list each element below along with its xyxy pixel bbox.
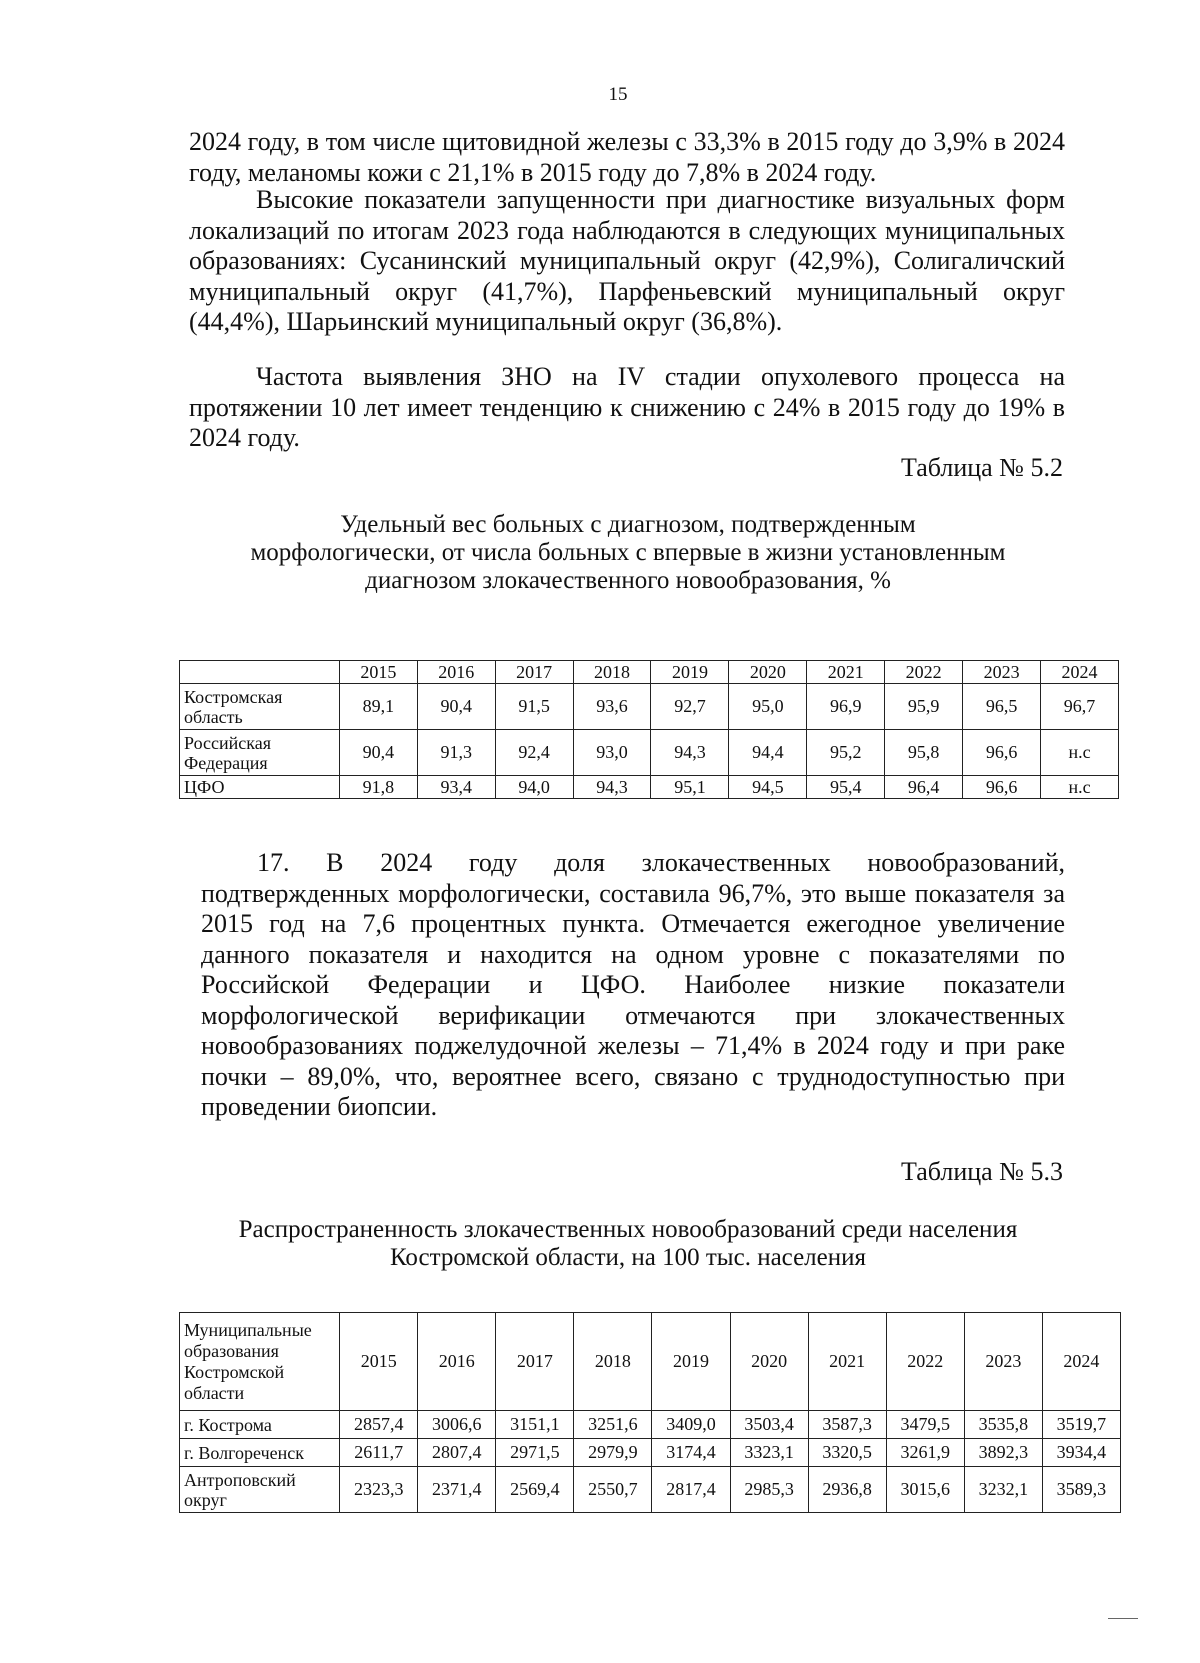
table-cell: 3535,8 — [964, 1411, 1042, 1439]
table-cell: н.с — [1041, 776, 1119, 799]
table-cell: 91,5 — [495, 684, 573, 730]
table-header-row — [180, 661, 1119, 684]
table-cell: 3409,0 — [652, 1411, 730, 1439]
paragraph-17-morphological-verification: 17. В 2024 году доля злокачественных новообразований, подтвержденных морфологически, составила 96,7%, это выше показателя за 2015 год на 7,6 процентных пункта. Отмечается ежегодное увеличение данного показателя и находится на одном уровне с показателями по Российской Федерации и ЦФО. Наиболее низкие показатели морфологической верификации отмечаются при злокачественных новообразованиях поджелудочной железы – 71,4% в 2024 году и при раке почки – 89,0%, что, вероятнее всего, связано с труднодоступностью при проведении биопсии. — [201, 848, 1065, 1121]
table-cell: 94,4 — [729, 730, 807, 776]
table-cell: 95,2 — [807, 730, 885, 776]
table-cell: 95,8 — [885, 730, 963, 776]
table-5-2-title — [190, 511, 1066, 595]
year-header: 2017 — [496, 1313, 574, 1411]
table-cell: 3320,5 — [808, 1439, 886, 1467]
table-cell: 3174,4 — [652, 1439, 730, 1467]
table-header-empty — [180, 661, 340, 684]
row-name: ЦФО — [180, 776, 340, 799]
table-cell: 3503,4 — [730, 1411, 808, 1439]
year-header: 2021 — [807, 661, 885, 684]
table-cell: 2857,4 — [340, 1411, 418, 1439]
year-header: 2018 — [574, 1313, 652, 1411]
paragraph-stage-iv-frequency: Частота выявления ЗНО на IV стадии опухолевого процесса на протяжении 10 лет имеет тенденцию к снижению с 24% в 2015 году до 19% в 2024 году. — [189, 362, 1065, 452]
table-5-2-title-line: диагнозом злокачественного новообразования, % — [365, 567, 891, 594]
year-header: 2019 — [651, 661, 729, 684]
table-cell: 3261,9 — [886, 1439, 964, 1467]
table-cell: 3587,3 — [808, 1411, 886, 1439]
table-cell: 95,0 — [729, 684, 807, 730]
year-header: 2020 — [729, 661, 807, 684]
table-cell: 94,3 — [651, 730, 729, 776]
year-header: 2024 — [1041, 661, 1119, 684]
table-row — [180, 1439, 1121, 1467]
table-cell: 90,4 — [339, 730, 417, 776]
table-cell: 2936,8 — [808, 1467, 886, 1513]
table-5-3-title — [180, 1216, 1076, 1272]
table-cell: 2985,3 — [730, 1467, 808, 1513]
paragraph-thyroid-melanoma: 2024 году, в том числе щитовидной железы с 33,3% в 2015 году до 3,9% в 2024 году, меланомы кожи с 21,1% в 2015 году до 7,8% в 2024 году. — [189, 127, 1065, 187]
table-cell: 2569,4 — [496, 1467, 574, 1513]
year-header: 2015 — [339, 661, 417, 684]
table-row — [180, 1411, 1121, 1439]
year-header: 2022 — [885, 661, 963, 684]
table-5-2-title-line: Удельный вес больных с диагнозом, подтвержденным — [340, 511, 916, 538]
table-cell: 93,0 — [573, 730, 651, 776]
table-cell: 96,4 — [885, 776, 963, 799]
table-cell: 2817,4 — [652, 1467, 730, 1513]
table-cell: 89,1 — [339, 684, 417, 730]
table-cell: 95,1 — [651, 776, 729, 799]
table-cell: 91,3 — [417, 730, 495, 776]
table-5-3-prevalence — [179, 1312, 1121, 1513]
table-cell: 2971,5 — [496, 1439, 574, 1467]
row-name: Костромская область — [180, 684, 340, 730]
year-header: 2018 — [573, 661, 651, 684]
table-cell: 2979,9 — [574, 1439, 652, 1467]
year-header: 2022 — [886, 1313, 964, 1411]
table-cell: 91,8 — [339, 776, 417, 799]
table-cell: 3519,7 — [1042, 1411, 1120, 1439]
table-row — [180, 1467, 1121, 1513]
table-cell: 3934,4 — [1042, 1439, 1120, 1467]
table-cell: 96,9 — [807, 684, 885, 730]
year-header: 2015 — [340, 1313, 418, 1411]
table-cell: 93,6 — [573, 684, 651, 730]
table-cell: 3892,3 — [964, 1439, 1042, 1467]
table-cell: 94,3 — [573, 776, 651, 799]
table-cell: 2323,3 — [340, 1467, 418, 1513]
table-5-3-title-line: Костромской области, на 100 тыс. населения — [390, 1244, 866, 1271]
page-number: 15 — [608, 84, 628, 105]
table-cell: 3589,3 — [1042, 1467, 1120, 1513]
table-cell: 94,0 — [495, 776, 573, 799]
year-header: 2021 — [808, 1313, 886, 1411]
year-header: 2020 — [730, 1313, 808, 1411]
year-header: 2024 — [1042, 1313, 1120, 1411]
table-cell: 3015,6 — [886, 1467, 964, 1513]
table-cell: 94,5 — [729, 776, 807, 799]
year-header: 2019 — [652, 1313, 730, 1411]
table-cell: 95,4 — [807, 776, 885, 799]
year-header: 2016 — [418, 1313, 496, 1411]
table-cell: 96,5 — [963, 684, 1041, 730]
table-cell: 93,4 — [417, 776, 495, 799]
table-cell: 95,9 — [885, 684, 963, 730]
year-header: 2023 — [963, 661, 1041, 684]
table-5-2-label: Таблица № 5.2 — [900, 453, 1063, 482]
table-cell: 3006,6 — [418, 1411, 496, 1439]
table-row — [180, 776, 1119, 799]
table-row — [180, 730, 1119, 776]
year-header: 2016 — [417, 661, 495, 684]
table-cell: 92,4 — [495, 730, 573, 776]
paragraph-neglect-indicators: Высокие показатели запущенности при диагностике визуальных форм локализаций по итогам 2023 года наблюдаются в следующих муниципальных образованиях: Сусанинский муниципальный округ (42,9%), Солигаличский муниципальный округ (41,7%), Парфеньевский муниципальный округ (44,4%), Шарьинский муниципальный округ (36,8%). — [189, 185, 1065, 336]
table-cell: 3479,5 — [886, 1411, 964, 1439]
year-header: 2023 — [964, 1313, 1042, 1411]
table-row — [180, 684, 1119, 730]
table-cell: 2611,7 — [340, 1439, 418, 1467]
table-cell: н.с — [1041, 730, 1119, 776]
table-5-2-morphological-verification — [179, 660, 1119, 799]
table-cell: 2550,7 — [574, 1467, 652, 1513]
table-cell: 2371,4 — [418, 1467, 496, 1513]
row-name: г. Кострома — [180, 1411, 340, 1439]
row-name: Антроповский округ — [180, 1467, 340, 1513]
table-5-3-label: Таблица № 5.3 — [900, 1157, 1063, 1186]
table-cell: 3232,1 — [964, 1467, 1042, 1513]
table-5-2-title-line: морфологически, от числа больных с впервые в жизни установленным — [250, 539, 1006, 566]
table-cell: 2807,4 — [418, 1439, 496, 1467]
table-cell: 3151,1 — [496, 1411, 574, 1439]
table-cell: 90,4 — [417, 684, 495, 730]
table-header-row — [180, 1313, 1121, 1411]
table-5-3-title-line: Распространенность злокачественных новообразований среди населения — [238, 1216, 1018, 1243]
table-cell: 96,6 — [963, 730, 1041, 776]
table-cell: 96,6 — [963, 776, 1041, 799]
scan-mark — [1108, 1618, 1138, 1619]
municipality-header: Муниципальные образования Костромской области — [180, 1313, 340, 1411]
table-cell: 3251,6 — [574, 1411, 652, 1439]
table-cell: 96,7 — [1041, 684, 1119, 730]
row-name: г. Волгореченск — [180, 1439, 340, 1467]
year-header: 2017 — [495, 661, 573, 684]
table-cell: 92,7 — [651, 684, 729, 730]
row-name: Российская Федерация — [180, 730, 340, 776]
table-cell: 3323,1 — [730, 1439, 808, 1467]
